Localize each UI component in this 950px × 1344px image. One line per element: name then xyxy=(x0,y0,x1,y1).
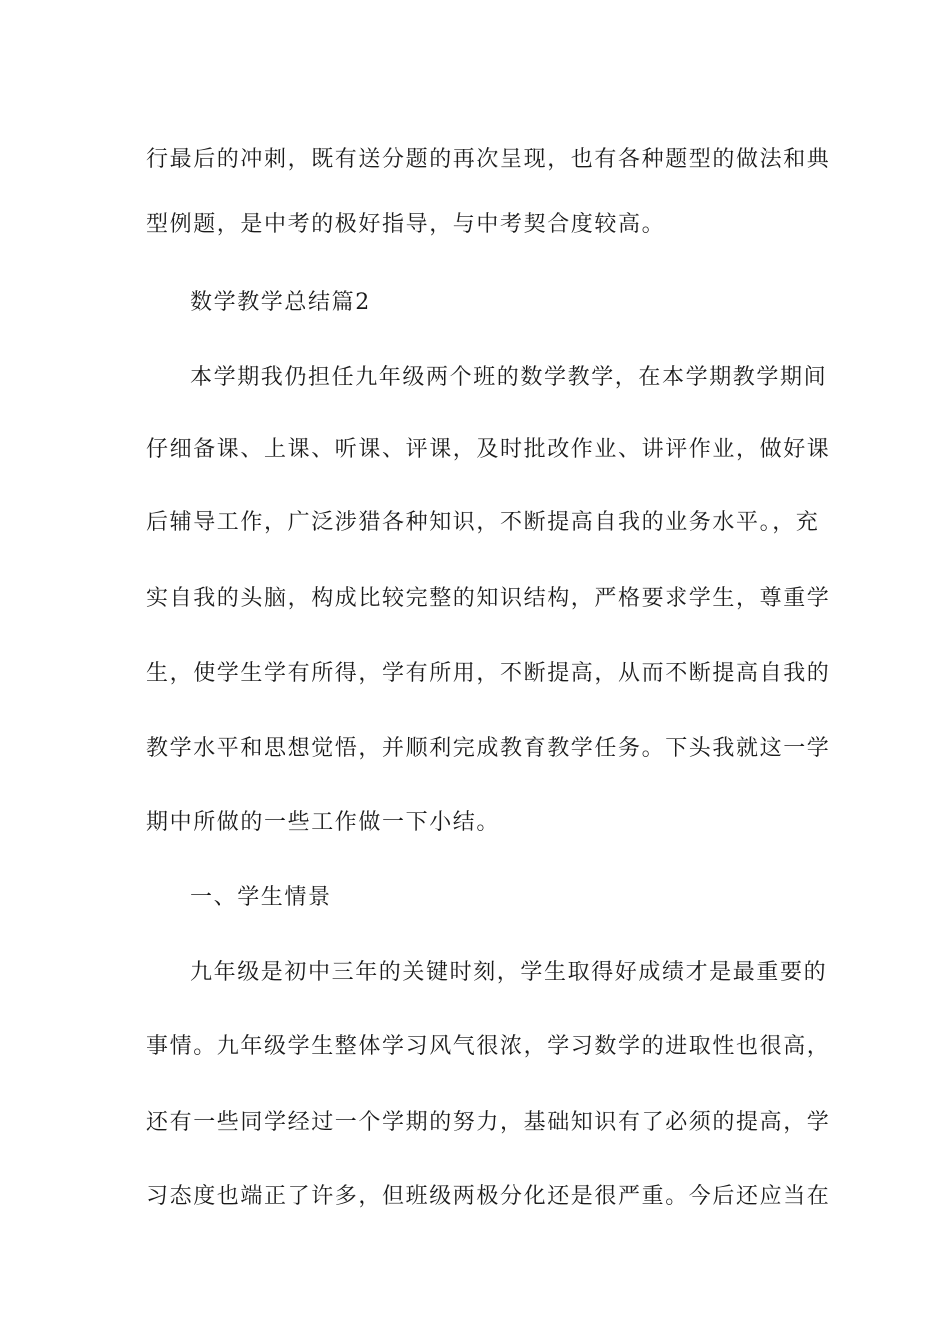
paragraph-line: 型例题，是中考的极好指导，与中考契合度较高。 xyxy=(146,212,666,237)
paragraph-line: 仔细备课、上课、听课、评课，及时批改作业、讲评作业，做好课 xyxy=(146,437,831,462)
paragraph-line: 教学水平和思想觉悟，并顺利完成教育教学任务。下头我就这一学 xyxy=(146,736,831,761)
paragraph-line: 九年级是初中三年的关键时刻，学生取得好成绩才是最重要的 xyxy=(190,960,828,985)
paragraph-line: 后辅导工作，广泛涉猎各种知识，不断提高自我的业务水平。，充 xyxy=(146,510,820,535)
paragraph-line: 还有一些同学经过一个学期的努力，基础知识有了必须的提高，学 xyxy=(146,1110,831,1135)
subsection-heading: 一、学生情景 xyxy=(190,885,332,910)
paragraph-line: 生，使学生学有所得，学有所用，不断提高，从而不断提高自我的 xyxy=(146,661,831,686)
paragraph-line: 期中所做的一些工作做一下小结。 xyxy=(146,810,501,835)
section-heading: 数学教学总结篇2 xyxy=(190,290,371,315)
paragraph-line: 事情。九年级学生整体学习风气很浓，学习数学的进取性也很高， xyxy=(146,1034,831,1059)
paragraph-line: 行最后的冲刺，既有送分题的再次呈现，也有各种题型的做法和典 xyxy=(146,147,831,172)
paragraph-line: 本学期我仍担任九年级两个班的数学教学，在本学期教学期间 xyxy=(190,365,828,390)
paragraph-line: 习态度也端正了许多，但班级两极分化还是很严重。今后还应当在 xyxy=(146,1184,831,1209)
paragraph-line: 实自我的头脑，构成比较完整的知识结构，严格要求学生，尊重学 xyxy=(146,586,831,611)
